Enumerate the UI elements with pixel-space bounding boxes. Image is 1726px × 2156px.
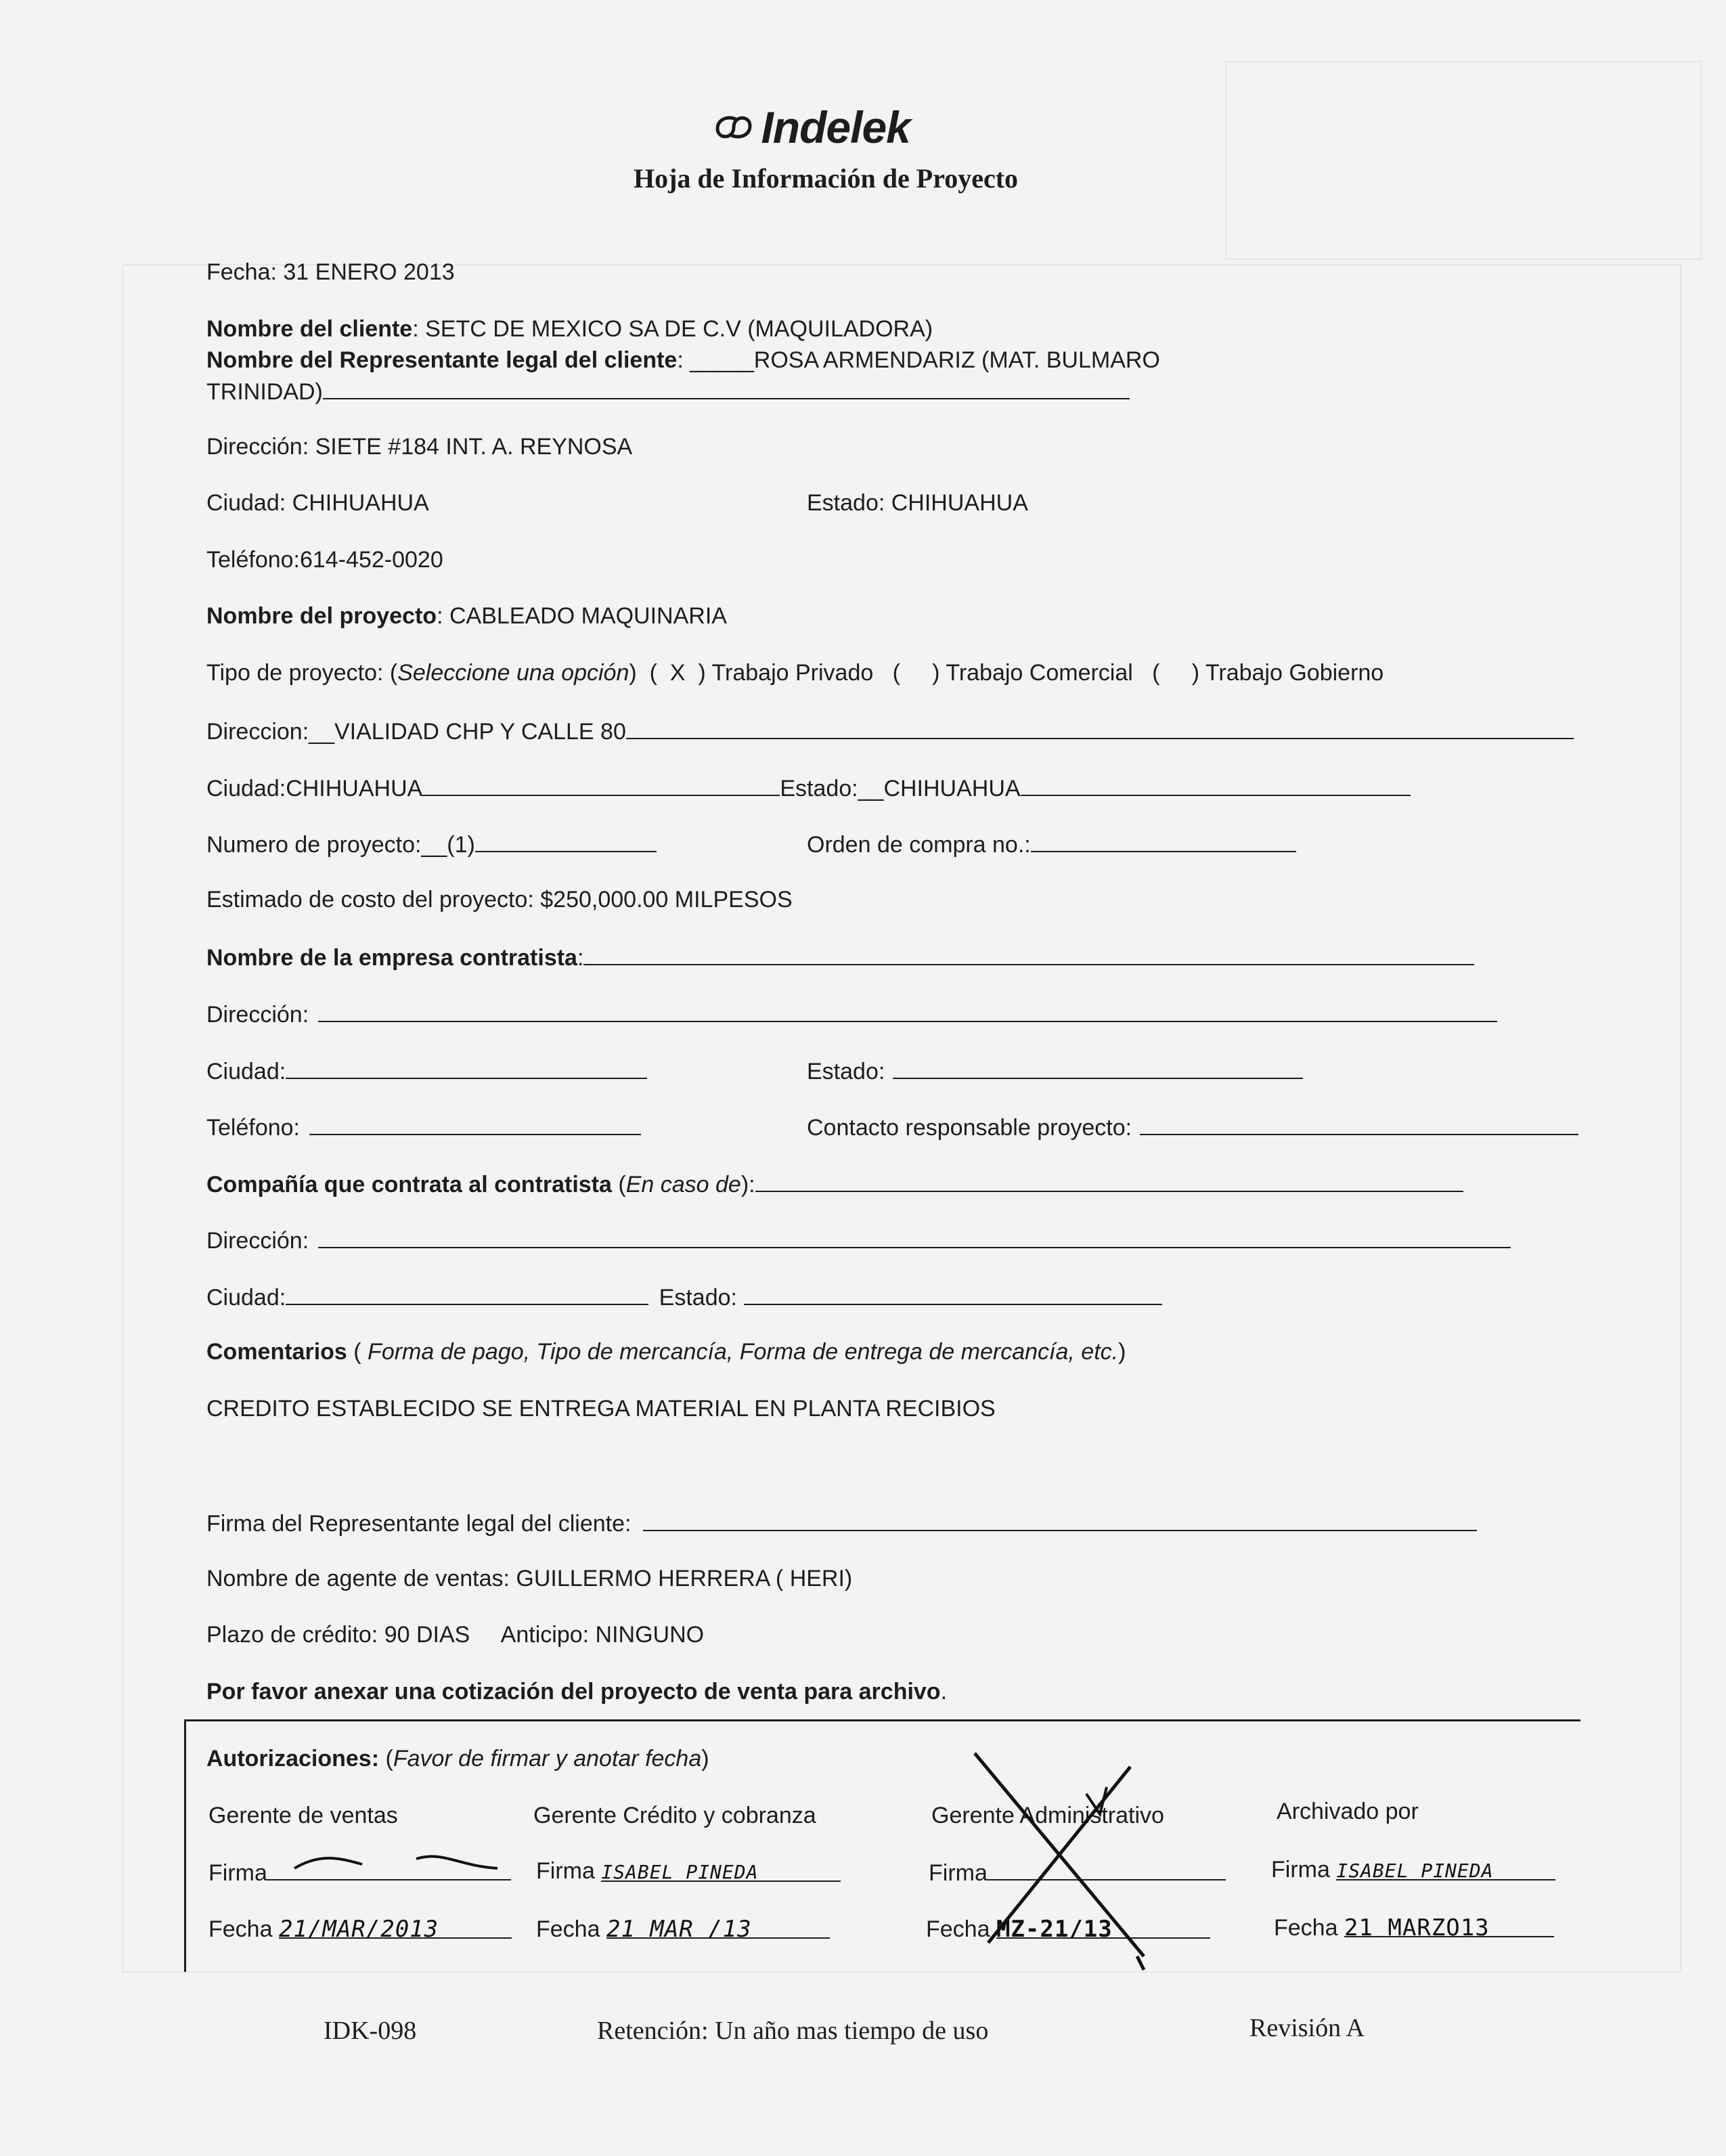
anexar-note (206, 1678, 947, 1705)
underline (422, 773, 780, 796)
firma-label: Firma (536, 1858, 595, 1884)
direccion-field: Dirección: SIETE #184 INT. A. REYNOSA (206, 434, 633, 460)
agente-field: Nombre de agente de ventas: GUILLERMO HERRERA ( HERI) (206, 1566, 853, 1591)
comentarios-italic: Forma de pago, Tipo de mercancía, Forma de entrega de mercancía, etc. (368, 1339, 1119, 1365)
signature-scribble-icon (281, 1845, 511, 1879)
logo-swirl-icon (709, 106, 758, 149)
role-gerente-administrativo: Gerente Administrativo (931, 1803, 1164, 1828)
compania-direccion-field (206, 1225, 1511, 1254)
show-through-box (1225, 61, 1702, 260)
firma-archivado (1271, 1856, 1555, 1883)
fecha-credito (536, 1916, 830, 1943)
role-gerente-credito: Gerente Crédito y cobranza (533, 1803, 816, 1828)
underline (318, 1225, 1511, 1248)
contratista-telefono-field (206, 1112, 641, 1141)
estado-proyecto-value: Estado:__CHIHUAHUA (780, 776, 1021, 801)
compania-ciudad-field (206, 1282, 1162, 1311)
representante-field (206, 347, 1160, 374)
contratista-field (206, 942, 1474, 971)
compania-ciudad-label: Ciudad: (206, 1285, 286, 1311)
fecha-ventas (208, 1916, 512, 1943)
firma-representante-field (206, 1508, 1477, 1537)
firma-credito-handwritten: ISABEL PINEDA (601, 1859, 841, 1882)
fecha-label: Fecha (208, 1916, 273, 1942)
underline (475, 829, 657, 852)
ciudad-field: Ciudad: CHIHUAHUA (206, 490, 429, 516)
contratista-contacto-field (807, 1112, 1578, 1141)
underline (744, 1282, 1162, 1305)
fecha-administrativo-handwritten: MZ-21/13 (996, 1916, 1210, 1939)
proyecto-label: Nombre del proyecto (206, 603, 437, 629)
plazo-field: Plazo de crédito: 90 DIAS Anticipo: NINGUNO (206, 1622, 705, 1648)
underline (1031, 829, 1296, 852)
firma-ventas (208, 1857, 511, 1887)
underline (1021, 773, 1411, 796)
fecha-label: Fecha (1274, 1915, 1338, 1941)
underline (323, 376, 1130, 399)
underline (1140, 1112, 1578, 1135)
underline (583, 942, 1474, 965)
orden-compra-label: Orden de compra no.: (807, 832, 1031, 858)
firma-archivado-handwritten: ISABEL PINEDA (1336, 1857, 1555, 1880)
authorizations-label: Autorizaciones: (206, 1746, 380, 1772)
logo (709, 102, 910, 153)
underline (318, 999, 1497, 1022)
comentarios-label: Comentarios (206, 1339, 347, 1365)
signature-cross-icon (961, 1740, 1164, 1983)
telefono-field: Teléfono:614-452-0020 (206, 547, 443, 573)
ciudad-proyecto-value: Ciudad:CHIHUAHUA (206, 776, 423, 801)
signature-line (267, 1857, 511, 1880)
representante-value2: TRINIDAD) (206, 379, 323, 405)
underline (309, 1112, 641, 1135)
direccion-proyecto-value: Direccion:__VIALIDAD CHP Y CALLE 80 (206, 719, 626, 745)
underline (286, 1056, 647, 1079)
cliente-label: Nombre del cliente (206, 316, 413, 342)
firma-representante-label: Firma del Representante legal del cliente: (206, 1511, 632, 1537)
contratista-label: Nombre de la empresa contratista (206, 945, 577, 971)
contratista-colon: : (577, 945, 584, 971)
contratista-telefono-label: Teléfono: (206, 1115, 300, 1141)
compania-direccion-label: Dirección: (206, 1228, 309, 1254)
anexar-bold: Por favor anexar una cotización del proyecto de venta para archivo (206, 1679, 941, 1704)
numero-proyecto-field (206, 829, 657, 858)
comentarios-value: CREDITO ESTABLECIDO SE ENTREGA MATERIAL EN PLANTA RECIBIOS (206, 1396, 996, 1422)
underline (286, 1282, 648, 1305)
fecha-credito-handwritten: 21 MAR /13 (606, 1916, 830, 1939)
firma-label: Firma (1271, 1857, 1330, 1883)
contratista-ciudad-label: Ciudad: (206, 1059, 286, 1084)
contratista-contacto-label: Contacto responsable proyecto: (807, 1115, 1132, 1141)
contratista-direccion-label: Dirección: (206, 1002, 309, 1028)
numero-proyecto-value: Numero de proyecto:__(1) (206, 832, 475, 858)
representante-label: Nombre del Representante legal del cliente (206, 347, 678, 373)
compania-italic: En caso de (625, 1172, 741, 1197)
tipo-proyecto-field (206, 659, 1384, 686)
footer-retencion: Retención: Un año mas tiempo de uso (597, 2017, 989, 2045)
ciudad-proyecto-field (206, 773, 1411, 802)
estado-field: Estado: CHIHUAHUA (807, 490, 1028, 516)
underline (893, 1056, 1303, 1079)
firma-label: Firma (208, 1860, 267, 1886)
role-gerente-ventas: Gerente de ventas (208, 1803, 398, 1828)
fecha-label: Fecha (536, 1916, 600, 1942)
direccion-proyecto-field (206, 716, 1574, 745)
underline (626, 716, 1574, 739)
orden-compra-field (807, 829, 1296, 858)
firma-credito (536, 1857, 841, 1885)
fecha-archivado-handwritten: 21 MARZO13 (1344, 1914, 1554, 1937)
contratista-direccion-field (206, 999, 1497, 1028)
estimado-field: Estimado de costo del proyecto: $250,000.00 MILPESOS (206, 887, 793, 912)
contratista-ciudad-field (206, 1056, 647, 1085)
compania-label: Compañía que contrata al contratista (206, 1172, 612, 1197)
fecha-field: Fecha: 31 ENERO 2013 (206, 259, 455, 285)
role-archivado: Archivado por (1277, 1799, 1419, 1824)
cliente-value: : SETC DE MEXICO SA DE C.V (MAQUILADORA) (412, 316, 933, 342)
tipo-prefix: Tipo de proyecto: ( (206, 660, 398, 686)
underline (755, 1169, 1463, 1192)
page-title: Hoja de Información de Proyecto (634, 163, 1019, 194)
underline (643, 1508, 1477, 1531)
logo-text: Indelek (761, 102, 910, 152)
fecha-archivado (1274, 1914, 1554, 1941)
tipo-options: ) ( X ) Trabajo Privado ( ) Trabajo Comercial ( ) Trabajo Gobierno (629, 660, 1384, 686)
footer-code: IDK-098 (324, 2017, 417, 2045)
firma-label: Firma (929, 1860, 988, 1886)
tipo-italic: Seleccione una opción (397, 660, 629, 686)
authorizations-title: Autorizaciones: (Favor de firmar y anotar fecha) (206, 1746, 709, 1772)
anexar-end: . (940, 1679, 948, 1704)
proyecto-value: : CABLEADO MAQUINARIA (437, 603, 727, 629)
comentarios-field: Comentarios ( Forma de pago, Tipo de mercancía, Forma de entrega de mercancía, etc.) (206, 1339, 1126, 1365)
cliente-field (206, 315, 933, 343)
proyecto-field (206, 602, 727, 630)
footer-revision: Revisión A (1249, 2014, 1365, 2042)
compania-field: Compañía que contrata al contratista (En caso de): (206, 1169, 1463, 1198)
compania-estado-label: Estado: (659, 1285, 737, 1311)
contratista-estado-field (807, 1056, 1303, 1085)
authorizations-italic: Favor de firmar y anotar fecha (393, 1746, 702, 1772)
fecha-ventas-handwritten: 21/MAR/2013 (279, 1916, 512, 1939)
contratista-estado-label: Estado: (807, 1059, 885, 1084)
representante-value: : _____ROSA ARMENDARIZ (MAT. BULMARO (677, 347, 1160, 373)
representante-value-cont (206, 376, 1130, 405)
fecha-label: Fecha (926, 1916, 990, 1942)
